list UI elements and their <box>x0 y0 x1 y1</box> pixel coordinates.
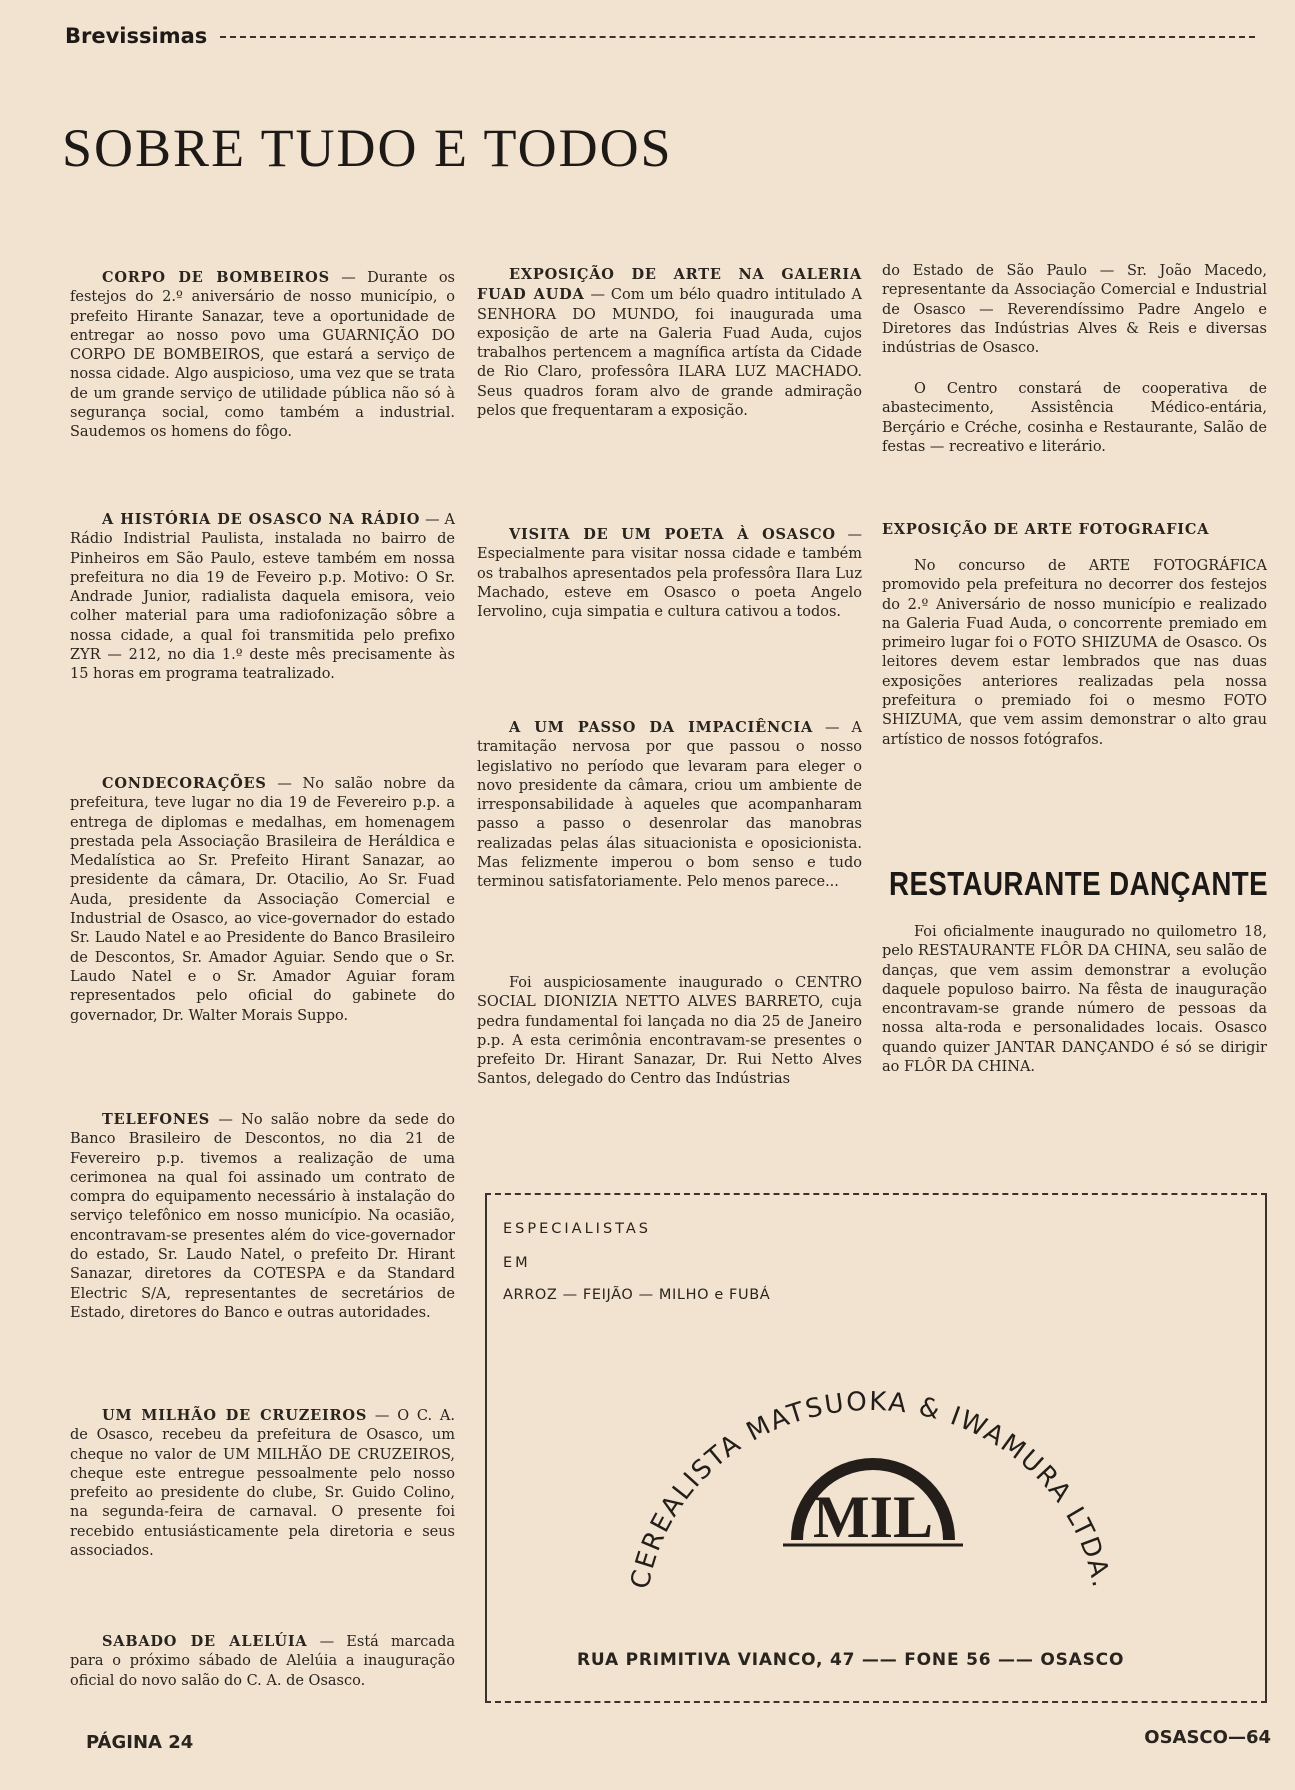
article-body: — Especialmente para visitar nossa cidade e também os trabalhos apresentados pela professôra Ilara Luz Machado, esteve em Osasco o poeta Angelo Iervolino, cuja simpatia e cultura cativou a todos. <box>477 527 863 621</box>
page-number: PÁGINA 24 <box>86 1732 194 1753</box>
ad-products: ARROZ — FEIJÃO — MILHO e FUBÁ <box>503 1287 771 1303</box>
article-heading: EXPOSIÇÃO DE ARTE FOTOGRAFICA <box>882 521 1210 538</box>
article-heading: SABADO DE ALELÚIA <box>102 1633 308 1650</box>
article-historia-radio <box>70 510 455 685</box>
article-body: — No salão nobre da prefeitura, teve lugar no dia 19 de Fevereiro p.p. a entrega de diplomas e medalhas, em homenagem prestada pela Associação Brasileira de Heráldica e Medalística ao Sr. Prefeito Hirant Sanazar, ao presidente da câmara, Dr. Otacilio, Ao Sr. Fuad Auda, presidente da Associação Comercial e Industrial de Osasco, ao vice-governador do estado Sr. Laudo Natel e ao Presidente do Banco Brasileiro de Descontos, Sr. Amador Aguiar. Sendo que o Sr. Laudo Natel e o Sr. Amador Aguiar foram representados pelo oficial do gabinete do governador, Dr. Walter Morais Suppo. <box>70 776 455 1024</box>
page-header <box>65 24 1255 48</box>
company-logo <box>591 1345 1151 1645</box>
article-body: Foi auspiciosamente inaugurado o CENTRO SOCIAL DIONIZIA NETTO ALVES BARRETO, cuja pedra fundamental foi lançada no dia 25 de Janeiro p.p. A esta cerimônia encontravam-se presentes o prefeito Dr. Hirant Sanazar, Dr. Rui Netto Alves Santos, delegado do Centro das Indústrias <box>477 975 862 1088</box>
article-body: O Centro constará de cooperativa de abastecimento, Assistência Médico-entária, Berçário e Créche, cosinha e Restaurante, Salão de festas — recreativo e literário. <box>882 381 1267 455</box>
ad-address: RUA PRIMITIVA VIANCO, 47 —— FONE 56 —— OSASCO <box>577 1650 1125 1670</box>
advertisement-box <box>485 1193 1267 1703</box>
article-sabado-aleluia <box>70 1632 455 1691</box>
header-rule <box>220 36 1255 38</box>
company-name-arc: CEREALISTA MATSUOKA & IWAMURA LTDA. <box>625 1386 1117 1592</box>
article-body: No concurso de ARTE FOTOGRÁFICA promovido pela prefeitura no decorrer dos festejos do 2.º Aniversário de nosso município e realizado na Galeria Fuad Auda, o concorrente premiado em primeiro lugar foi o FOTO SHIZUMA de Osasco. Os leitores devem estar lembrados que nas duas exposições anteriores realizadas pela nossa prefeitura o premiado foi o mesmo FOTO SHIZUMA, que vem assim demonstrar o alto grau artístico de nossos fotógrafos. <box>882 558 1267 748</box>
ad-em: EM <box>503 1255 531 1271</box>
article-heading: CONDECORAÇÕES <box>102 775 267 792</box>
article-heading: VISITA DE UM POETA À OSASCO <box>509 526 836 543</box>
article-visita-poeta <box>477 525 862 622</box>
article-body: — O C. A. de Osasco, recebeu da prefeitura de Osasco, um cheque no valor de UM MILHÃO DE CRUZEIROS, cheque este entregue pessoalmente pelo nosso prefeito ao presidente do clube, Sr. Guido Colino, na segunda-feira de carnaval. O presente foi recebido entusiásticamente pela diretoria e seus associados. <box>70 1408 455 1560</box>
article-heading: CORPO DE BOMBEIROS <box>102 269 330 286</box>
article-body: do Estado de São Paulo — Sr. João Macedo, representante da Associação Comercial e Industrial de Osasco — Reverendíssimo Padre Angelo e Diretores das Indústrias Alves & Reis e diversas indústrias de Osasco. <box>882 263 1267 357</box>
article-heading: A HISTÓRIA DE OSASCO NA RÁDIO <box>102 511 421 528</box>
article-centro-social-cont <box>882 262 1267 358</box>
logo-letters: MIL <box>813 1484 933 1550</box>
article-heading: UM MILHÃO DE CRUZEIROS <box>102 1407 368 1424</box>
publication-name: OSASCO—64 <box>1144 1727 1271 1748</box>
ad-specialists: ESPECIALISTAS <box>503 1221 652 1237</box>
article-exposicao-arte <box>477 265 862 421</box>
article-body: — No salão nobre da sede do Banco Brasileiro de Descontos, no dia 21 de Fevereiro p.p. tivemos a realização de uma cerimonea na qual foi assinado um contrato de compra do equipamento necessário à instalação do serviço telefônico em nosso município. Na ocasião, encontravam-se presentes além do vice-governador do estado, Sr. Laudo Natel, o prefeito Dr. Hirant Sanazar, diretores da COTESPA e da Standard Electric S/A, representantes de secretários de Estado, diretores do Banco e outras autoridades. <box>70 1112 455 1321</box>
article-centro-social <box>477 974 862 1090</box>
article-body: — A tramitação nervosa por que passou o nosso legislativo no período que levaram para eleger o novo presidente da câmara, criou um ambiente de irresponsabilidade à aqueles que acompanharam passo a passo o desenrolar das manobras realizadas pelas álas situacionista e oposicionista. Mas felizmente imperou o bom senso e tudo terminou satisfatoriamente. Pelo menos parece... <box>477 720 862 891</box>
article-body: — Durante os festejos do 2.º aniversário de nosso município, o prefeito Hirante Sanazar, teve a oportunidade de entregar ao nosso povo uma GUARNIÇÃO DO CORPO DE BOMBEIROS, que estará a serviço de nossa cidade. Algo auspicioso, uma vez que se trata de um grande serviço de utilidade pública não só à segurança social, como também a industrial. Saudemos os homens do fôgo. <box>70 270 456 441</box>
article-condecoracoes <box>70 774 455 1026</box>
article-heading: A UM PASSO DA IMPACIÊNCIA <box>509 719 814 736</box>
article-heading: EXPOSIÇÃO DE ARTE NA GALERIA FUAD AUDA <box>477 266 862 304</box>
restaurante-heading: RESTAURANTE DANÇANTE <box>889 865 1269 902</box>
article-heading: TELEFONES <box>102 1111 210 1128</box>
section-name: Brevissimas <box>65 24 208 48</box>
article-body: — Está marcada para o próximo sábado de Alelúia a inauguração oficial do novo salão do C. A. de Osasco. <box>70 1634 455 1689</box>
article-body: Foi oficialmente inaugurado no quilometro 18, pelo RESTAURANTE FLÔR DA CHINA, seu salão de danças, que vem assim demonstrar a evolução daquele populoso bairro. Na fêsta de inauguração encontravam-se grande número de pessoas da nossa alta-roda e personalidades locais. Osasco quando quizer JANTAR DANÇANDO é só se dirigir ao FLÔR DA CHINA. <box>882 924 1267 1076</box>
article-impaciencia <box>477 718 862 893</box>
article-restaurante-dancante <box>882 923 1267 1077</box>
page-title: SOBRE TUDO E TODOS <box>62 118 673 178</box>
article-foto-heading-wrap <box>882 520 1267 540</box>
article-corpo-de-bombeiros <box>70 268 455 443</box>
article-body: — Com um bélo quadro intitulado A SENHORA DO MUNDO, foi inaugurada uma exposição de arte na Galeria Fuad Auda, cujos trabalhos pertencem a magnífica artísta da Cidade de Rio Claro, professôra ILARA LUZ MACHADO. Seus quadros foram alvo de grande admiração pelos que frequentaram a exposição. <box>477 287 862 420</box>
article-body: — A Rádio Indistrial Paulista, instalada no bairro de Pinheiros em São Paulo, esteve também em nossa prefeitura no dia 19 de Feveiro p.p. Motivo: O Sr. Andrade Junior, radialista daquela emisora, veio colher material para uma radiofonização sôbre a nossa cidade, a qual foi transmitida pelo prefixo ZYR — 212, no dia 1.º deste mês precisamente às 15 horas em programa teatralizado. <box>70 512 455 683</box>
article-exposicao-fotografica <box>882 557 1267 750</box>
article-telefones <box>70 1110 455 1323</box>
article-centro-social-cont2 <box>882 380 1267 457</box>
article-um-milhao <box>70 1406 455 1561</box>
